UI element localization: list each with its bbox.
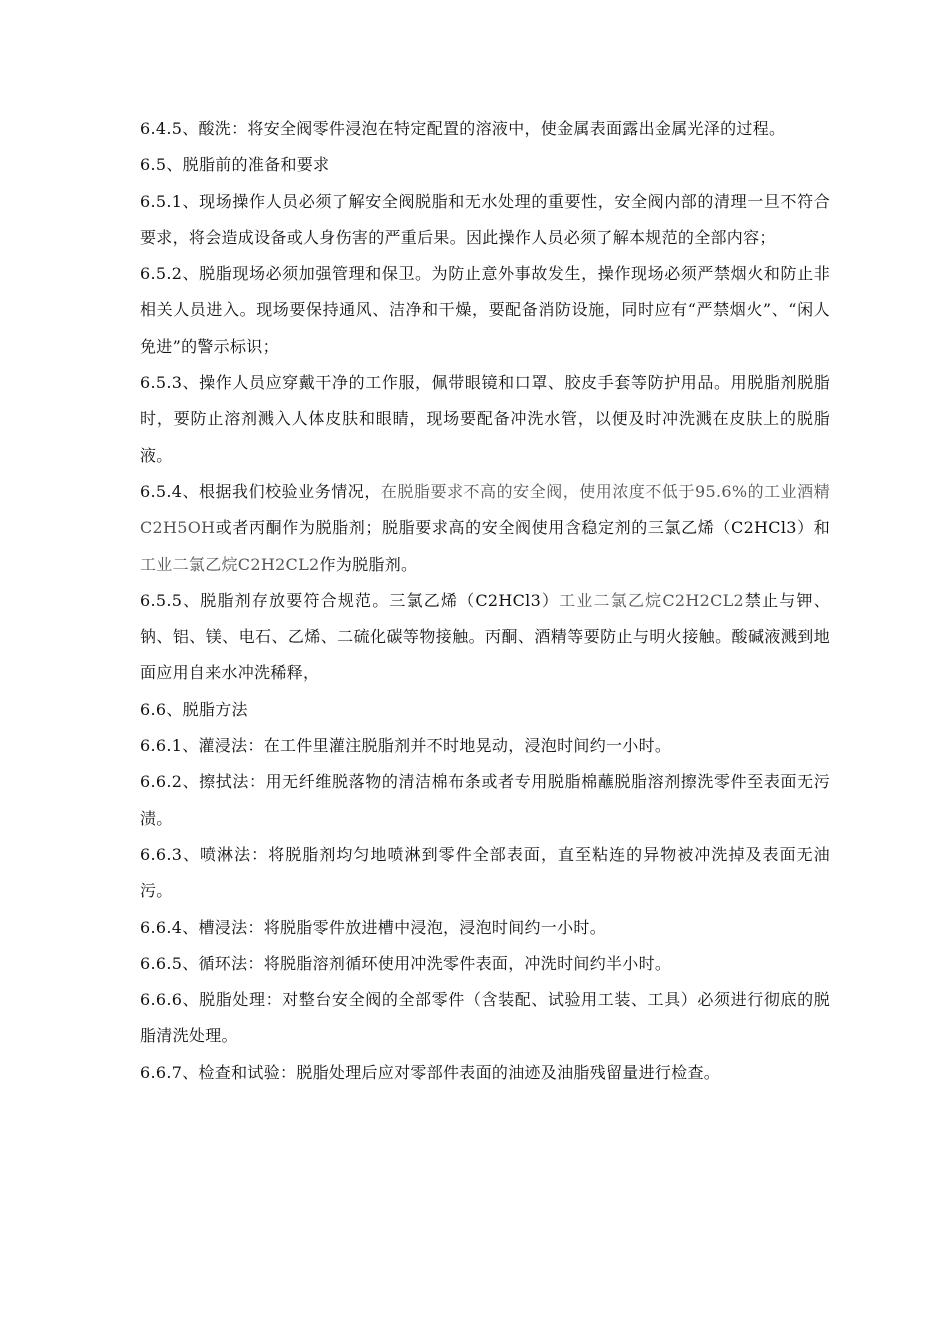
paragraph-6-5-1: 6.5.1、现场操作人员必须了解安全阀脱脂和无水处理的重要性，安全阀内部的清理一旦不符合要求，将会造成设备或人身伤害的严重后果。因此操作人员必须了解本规范的全部内容； [140, 191, 830, 247]
paragraph-6-5-4-part-5: 作为脱脂剂。 [319, 554, 418, 574]
paragraph-6-6-7: 6.6.7、检查和试验：脱脂处理后应对零部件表面的油迹及油脂残留量进行检查。 [140, 1062, 721, 1082]
paragraph-6-5-4-part-4: 工业二氯乙烷C2H2CL2 [140, 554, 320, 574]
paragraph-6-5-5-part-2: 工业二氯乙烷C2H2CL2 [559, 590, 745, 610]
paragraph-6-5-4-part-2: 在脱脂要求不高的安全阀，使用浓度不低于95.6%的工业酒精C2H5OH [140, 481, 831, 538]
paragraph-6-6-4: 6.6.4、槽浸法：将脱脂零件放进槽中浸泡，浸泡时间约一小时。 [140, 917, 607, 937]
paragraph-6-5-4-part-3: 或者丙酮作为脱脂剂；脱脂要求高的安全阀使用含稳定剂的三氯乙烯（C2HCl3）和 [215, 518, 830, 538]
paragraph-6-6-1: 6.6.1、灌浸法：在工件里灌注脱脂剂并不时地晃动，浸泡时间约一小时。 [140, 736, 672, 756]
document-body [140, 111, 830, 1091]
paragraph-6-5-4-part-1: 6.5.4、根据我们校验业务情况， [140, 481, 381, 501]
heading-6-6: 6.6、脱脂方法 [140, 699, 248, 719]
paragraph-6-6-3: 6.6.3、喷淋法：将脱脂剂均匀地喷淋到零件全部表面，直至粘连的异物被冲洗掉及表面无油污。 [140, 844, 830, 901]
paragraph-6-5-2: 6.5.2、脱脂现场必须加强管理和保卫。为防止意外事故发生，操作现场必须严禁烟火和防止非相关人员进入。现场要保持通风、洁净和干燥，要配备消防设施，同时应有“严禁烟火”、“闲人免进”的警示标识； [140, 264, 830, 356]
heading-6-5: 6.5、脱脂前的准备和要求 [140, 155, 330, 175]
paragraph-6-6-2: 6.6.2、擦拭法：用无纤维脱落物的清洁棉布条或者专用脱脂棉蘸脱脂溶剂擦洗零件至表面无污渍。 [140, 772, 830, 828]
paragraph-6-5-3: 6.5.3、操作人员应穿戴干净的工作服，佩带眼镜和口罩、胶皮手套等防护用品。用脱脂剂脱脂时，要防止溶剂溅入人体皮肤和眼睛，现场要配备冲洗水管，以便及时冲洗溅在皮肤上的脱脂液。 [140, 373, 830, 465]
paragraph-6-5-5-part-3: 禁止与钾、钠、铝、镁、电石、乙烯、二硫化碳等物接触。丙酮、酒精等要防止与明火接触。酸碱液溅到地面应用自来水冲洗稀释， [140, 590, 830, 683]
paragraph-6-4-5: 6.4.5、酸洗：将安全阀零件浸泡在特定配置的溶液中，使金属表面露出金属光泽的过程。 [140, 119, 786, 138]
paragraph-6-6-6: 6.6.6、脱脂处理：对整台安全阀的全部零件（含装配、试验用工装、工具）必须进行彻底的脱脂清洗处理。 [140, 990, 830, 1046]
paragraph-6-5-5 [140, 583, 830, 692]
paragraph-6-5-5-part-1: 6.5.5、脱脂剂存放要符合规范。三氯乙烯（C2HCl3） [140, 590, 560, 610]
paragraph-6-5-4 [140, 474, 830, 583]
paragraph-6-6-5: 6.6.5、循环法：将脱脂溶剂循环使用冲洗零件表面，冲洗时间约半小时。 [140, 953, 672, 973]
